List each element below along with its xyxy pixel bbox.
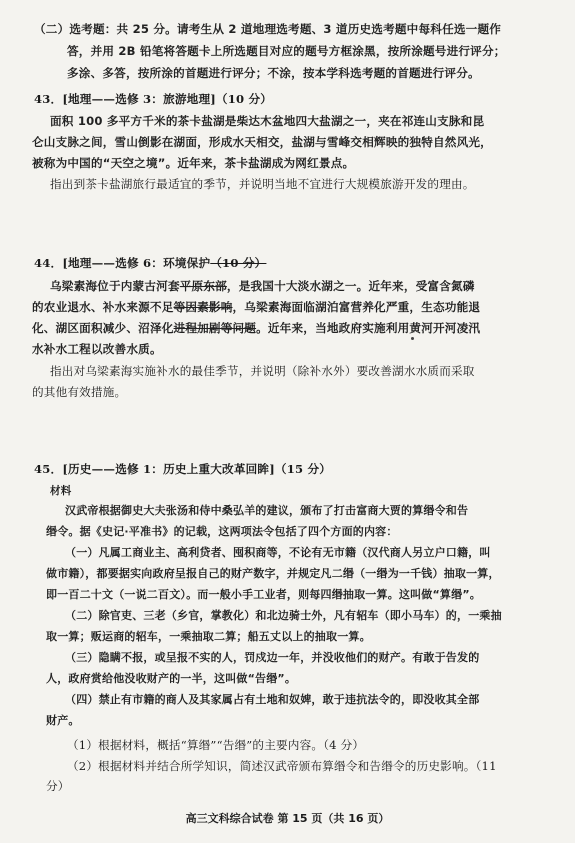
question-text: 面积 100 多平方千米的茶卡盐湖是柴达木盆地四大盐湖之一，夹在祁连山支脉和昆 [50,114,485,128]
text-part: 化、湖区面积减少、沼泽化 [32,321,174,335]
material-text: 取一算；贩运商的轺车，一乘抽取二算；船五丈以上的抽取一算。 [46,630,371,643]
text-part: 的农业退水、补水来源不足 [32,300,174,314]
choice-note-line: （二）选考题：共 25 分。请考生从 2 道地理选考题、3 道历史选考题中每科任选一题作 [34,22,502,36]
question-heading [34,256,266,270]
question-text: 被称为中国的“天空之境”。近年来，茶卡盐湖成为网红景点。 [32,156,355,170]
text-part-struck: 平原东部 [179,279,227,293]
question-text [50,279,475,293]
question-text [32,300,480,314]
material-text: 即一百二十文（一说二百文）。而一般小手工业者，则每四缗抽取一算。这叫做“算缗”。 [46,588,481,601]
sub-question: （1）根据材料，概括“算缗”“告缗”的主要内容。（4 分） [67,738,365,752]
page-footer: 高三文科综合试卷 第 15 页（共 16 页） [185,812,390,825]
question-text: 水补水工程以改善水质。 [32,342,162,356]
material-text: （三）隐瞒不报，或呈报不实的人，罚戍边一年，并没收他们的财产。有敢于告发的 [65,651,480,664]
text-part: ，是我国十大淡水湖之一。近年来，受富含氮磷 [226,279,475,293]
material-text: 汉武帝根据御史大夫张汤和侍中桑弘羊的建议，颁布了打击富商大贾的算缗令和告 [65,504,469,517]
material-text: 缗令。据《史记·平准书》的记载，这两项法令包括了四个方面的内容： [46,525,398,538]
text-part-struck: 等因素影响 [173,300,233,314]
choice-note-line: 答，并用 2B 铅笔将答题卡上所选题目对应的题号方框涂黑，按所涂题号进行评分； [67,44,506,58]
material-text: 人，政府赏给他没收财产的一半，这叫做“告缗”。 [46,672,297,685]
material-text: 财产。 [46,714,80,727]
question-text: 仑山支脉之间，雪山倒影在湖面，形成水天相交，盐湖与雪峰交相辉映的独特自然风光， [32,135,492,149]
text-part: 。近年来，当地政府实施利用黄河开河凌汛 [256,321,481,335]
heading-part: （10 分） [210,256,267,270]
sub-question: （2）根据材料并结合所学知识，简述汉武帝颁布算缗令和告缗令的历史影响。（11 [67,759,497,773]
text-part: 乌梁素海位于内蒙古河套 [50,279,180,293]
material-label: 材料 [50,485,72,497]
question-heading: 45．[历史——选修 1：历史上重大改革回眸]（15 分） [34,462,332,476]
question-prompt: 指出对乌梁素海实施补水的最佳季节，并说明（除补水外）要改善湖水水质而采取 [50,364,475,378]
choice-note-line: 多涂、多答，按所涂的首题进行评分；不涂，按本学科选考题的首题进行评分。 [67,66,480,80]
material-text: 做市籍），都要据实向政府呈报自己的财产数字，并规定凡二缗（一缗为一千钱）抽取一算， [46,567,500,580]
material-text: （四）禁止有市籍的商人及其家属占有土地和奴婢，敢于违抗法令的，即没收其全部 [65,693,480,706]
material-text: （一）凡属工商业主、高利贷者、囤积商等，不论有无市籍（汉代商人另立户口籍，叫 [65,546,491,559]
question-prompt: 指出到茶卡盐湖旅行最适宜的季节，并说明当地不宜进行大规模旅游开发的理由。 [50,177,475,191]
text-part: ，乌梁素海面临湖泊富营养化严重，生态功能退 [232,300,481,314]
text-part-struck: 进程加剧等问题 [173,321,257,335]
material-text: （二）除官吏、三老（乡官，掌教化）和北边骑士外，凡有轺车（即小马车）的，一乘抽 [65,609,502,622]
question-prompt: 的其他有效措施。 [32,385,127,399]
ink-dot [411,337,414,340]
question-text [32,321,480,335]
sub-question: 分） [46,779,70,793]
heading-part: 44．[地理——选修 6： [34,256,164,270]
heading-part: 环境保护 [163,256,211,270]
question-heading: 43．[地理——选修 3：旅游地理]（10 分） [34,92,273,106]
